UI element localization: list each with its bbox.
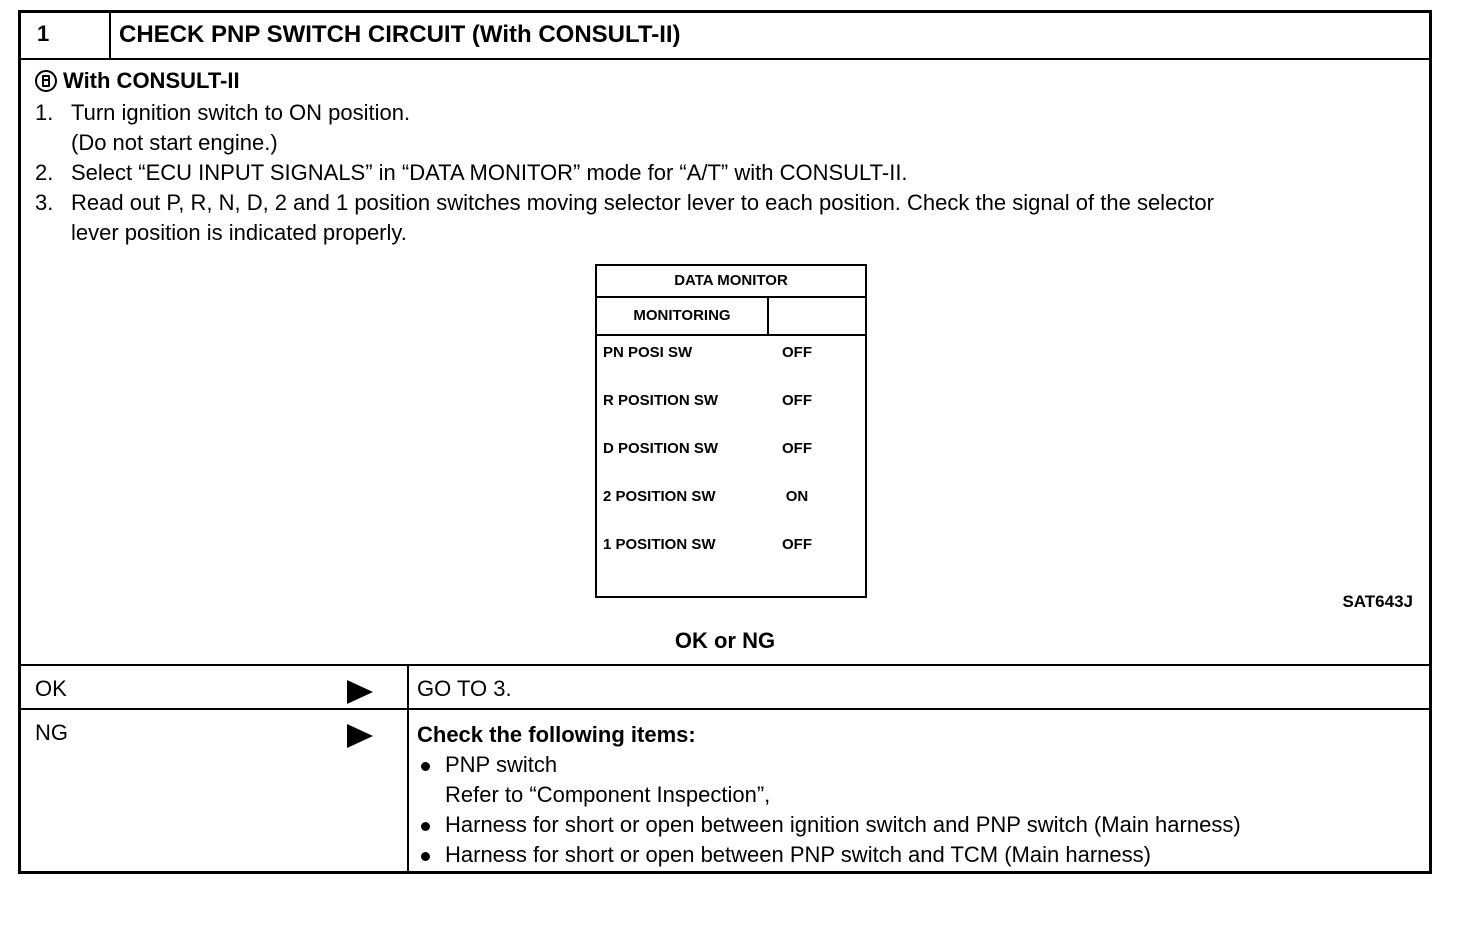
arrow-right-icon xyxy=(347,724,373,748)
monitor-item-name: 2 POSITION SW xyxy=(603,488,716,505)
monitoring-header xyxy=(597,298,865,336)
monitor-row xyxy=(597,436,865,484)
monitor-rows xyxy=(597,340,865,580)
check-item-text: Harness for short or open between PNP switch and TCM (Main harness) xyxy=(445,842,1151,867)
step-index: 3. xyxy=(35,190,54,215)
result-ok-row xyxy=(21,664,1429,710)
step-index: 1. xyxy=(35,100,54,125)
procedure-header xyxy=(21,13,1429,60)
step-text: (Do not start engine.) xyxy=(71,130,278,155)
procedure-body xyxy=(21,60,1429,664)
step-text: Read out P, R, N, D, 2 and 1 position switches moving selector lever to each position. Check the signal of the selector xyxy=(71,190,1214,215)
step-text: lever position is indicated properly. xyxy=(71,220,407,245)
monitor-item-name: 1 POSITION SW xyxy=(603,536,716,553)
result-prompt: OK or NG xyxy=(674,628,776,653)
diagnostic-procedure-table xyxy=(18,10,1432,874)
check-items-heading: Check the following items: xyxy=(417,722,696,747)
step-index: 2. xyxy=(35,160,54,185)
check-item-text: PNP switch xyxy=(445,752,558,777)
mode-label: With CONSULT-II xyxy=(63,68,240,93)
result-ng-row xyxy=(21,708,1429,873)
result-divider xyxy=(407,666,409,710)
monitor-item-value: OFF xyxy=(782,536,812,553)
monitor-item-value: OFF xyxy=(782,392,812,409)
monitor-item-name: PN POSI SW xyxy=(603,344,693,361)
header-divider xyxy=(109,13,111,58)
data-monitor-title: DATA MONITOR xyxy=(597,266,865,298)
monitor-row xyxy=(597,532,865,580)
bullet-icon xyxy=(421,762,430,771)
monitor-item-value: OFF xyxy=(782,440,812,457)
check-item xyxy=(417,810,1417,840)
monitor-row xyxy=(597,484,865,532)
monitor-row xyxy=(597,340,865,388)
instruction-step xyxy=(35,158,1415,188)
result-ng-label: NG xyxy=(35,720,68,745)
monitor-item-value: OFF xyxy=(782,344,812,361)
bullet-icon xyxy=(421,822,430,831)
monitor-item-name: R POSITION SW xyxy=(603,392,719,409)
instruction-steps xyxy=(35,98,1415,248)
result-ng-action xyxy=(417,720,1417,870)
result-ok-action: GO TO 3. xyxy=(417,676,512,701)
instruction-step xyxy=(35,98,1415,158)
arrow-right-icon xyxy=(347,680,373,704)
monitor-item-name: D POSITION SW xyxy=(603,440,719,457)
monitor-item-value: ON xyxy=(785,488,809,505)
instruction-step xyxy=(35,188,1415,248)
result-ok-label: OK xyxy=(35,676,67,701)
step-text: Turn ignition switch to ON position. xyxy=(71,100,411,125)
step-text: Select “ECU INPUT SIGNALS” in “DATA MONITOR” mode for “A/T” with CONSULT-II. xyxy=(71,160,908,185)
data-monitor-screen xyxy=(595,264,867,598)
result-divider xyxy=(407,710,409,873)
check-item xyxy=(417,750,1417,810)
consult-tool-icon xyxy=(35,70,57,92)
bullet-icon xyxy=(421,852,430,861)
check-item-text: Harness for short or open between ignition switch and PNP switch (Main harness) xyxy=(445,812,1241,837)
figure-id: SAT643J xyxy=(1342,592,1413,611)
check-item xyxy=(417,840,1417,870)
monitoring-label: MONITORING xyxy=(597,298,769,334)
monitor-row xyxy=(597,388,865,436)
mode-heading xyxy=(35,68,240,94)
procedure-title: CHECK PNP SWITCH CIRCUIT (With CONSULT-II) xyxy=(119,21,681,48)
step-number: 1 xyxy=(37,21,50,46)
check-item-subtext: Refer to “Component Inspection”, xyxy=(445,782,771,807)
